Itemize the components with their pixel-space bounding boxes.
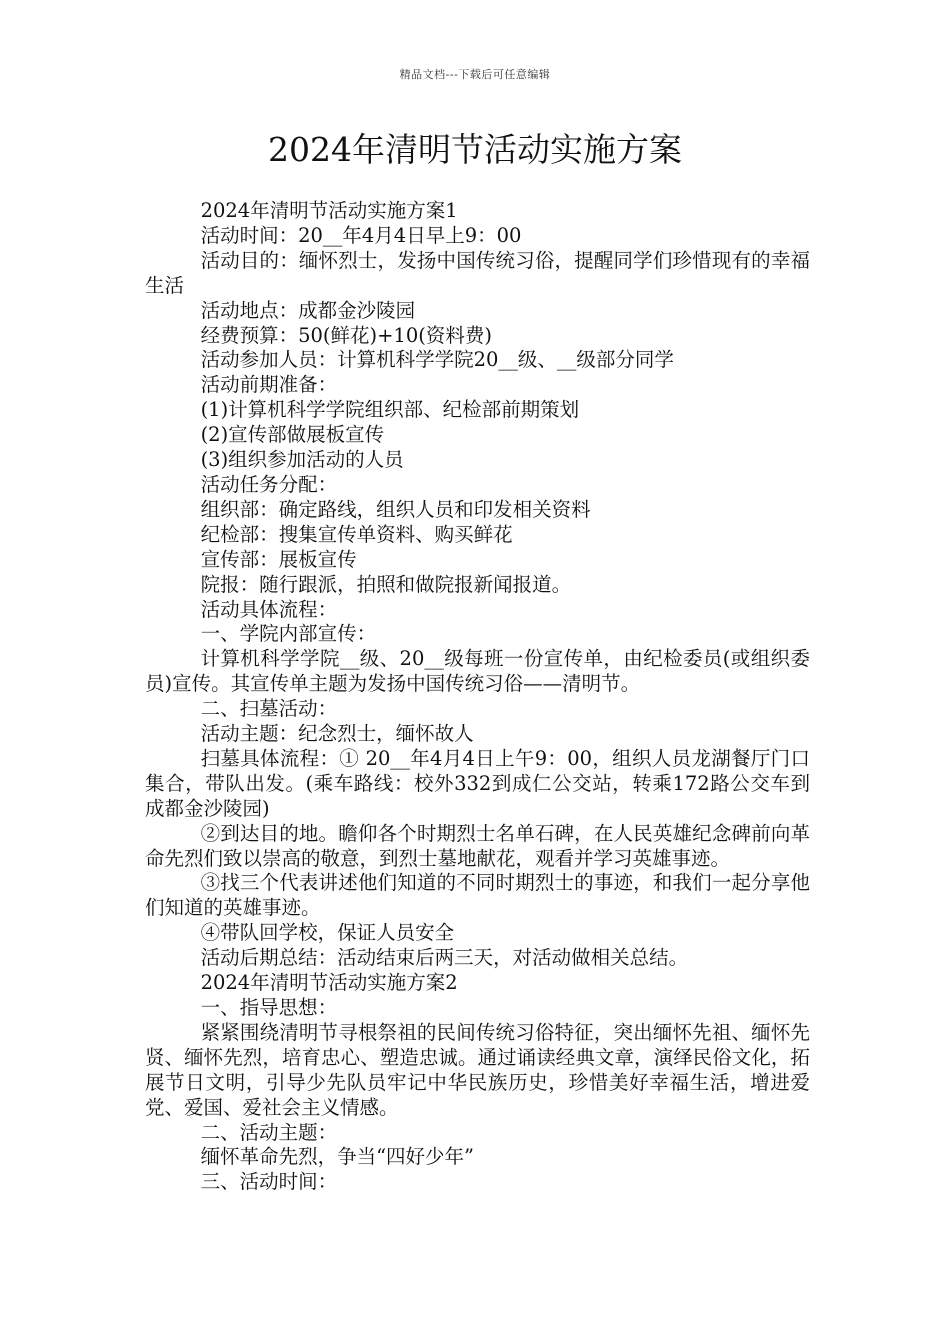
paragraph: 2024年清明节活动实施方案1	[200, 199, 458, 222]
paragraph: 一、学院内部宣传：	[200, 622, 377, 646]
paragraph: 紧紧围绕清明节寻根祭祖的民间传统习俗特征，突出缅怀先祖、缅怀先贤、缅怀先烈，培育忠心、塑造忠诚。通过诵读经典文章，演绎民俗文化，拓展节日文明，引导少先队员牢记中华民族历史，珍惜美好幸福生活，增进爱党、爱国、爱社会主义情感。	[145, 1020, 810, 1119]
paragraph: ②到达目的地。瞻仰各个时期烈士名单石碑，在人民英雄纪念碑前向革命先烈们致以崇高的敬意，到烈士墓地献花，观看并学习英雄事迹。	[145, 821, 810, 870]
page-header: 精品文档---下载后可任意编辑	[399, 68, 551, 81]
paragraph: (1)计算机科学学院组织部、纪检部前期策划	[200, 398, 580, 422]
paragraph: 院报：随行跟派，拍照和做院报新闻报道。	[200, 572, 572, 596]
paragraph: 纪检部：搜集宣传单资料、购买鲜花	[200, 522, 513, 546]
paragraph: 活动前期准备：	[200, 373, 338, 397]
paragraph: ④带队回学校，保证人员安全	[200, 921, 455, 945]
paragraph: 经费预算：50(鲜花)+10(资料费)	[200, 323, 492, 347]
paragraph: 二、扫墓活动：	[200, 697, 338, 721]
paragraph: 活动时间：20__年4月4日早上9：00	[200, 223, 522, 247]
paragraph: 活动目的：缅怀烈士，发扬中国传统习俗，提醒同学们珍惜现有的幸福生活	[145, 248, 810, 297]
paragraph: 活动参加人员：计算机科学学院20__级、__级部分同学	[200, 348, 674, 372]
paragraph: (2)宣传部做展板宣传	[200, 423, 385, 447]
paragraph: 活动主题：纪念烈士，缅怀故人	[200, 722, 474, 746]
paragraph: 宣传部：展板宣传	[200, 547, 357, 571]
document-title: 2024年清明节活动实施方案	[268, 130, 682, 169]
paragraph: 活动具体流程：	[200, 597, 338, 621]
paragraph: 组织部：确定路线，组织人员和印发相关资料	[200, 497, 591, 521]
paragraph: 扫墓具体流程：① 20__年4月4日上午9：00，组织人员龙湖餐厅门口集合，带队出发。(乘车路线：校外332到成仁公交站，转乘172路公交车到成都金沙陵园)	[145, 746, 810, 820]
paragraph: 计算机科学学院__级、20__级每班一份宣传单，由纪检委员(或组织委员)宣传。其宣传单主题为发扬中国传统习俗——清明节。	[145, 647, 810, 696]
paragraph: 2024年清明节活动实施方案2	[200, 971, 458, 995]
paragraph: 缅怀革命先烈，争当“四好少年”	[200, 1145, 475, 1169]
paragraph: 活动地点：成都金沙陵园	[200, 298, 416, 322]
paragraph: 二、活动主题：	[200, 1120, 338, 1144]
paragraph: 三、活动时间：	[200, 1170, 338, 1194]
document-body	[145, 199, 810, 1195]
paragraph: 一、指导思想：	[200, 996, 338, 1019]
paragraph: 活动后期总结：活动结束后两三天，对活动做相关总结。	[200, 946, 689, 970]
paragraph: (3)组织参加活动的人员	[200, 448, 404, 472]
paragraph: 活动任务分配：	[200, 472, 338, 496]
paragraph: ③找三个代表讲述他们知道的不同时期烈士的事迹，和我们一起分享他们知道的英雄事迹。	[145, 871, 810, 920]
